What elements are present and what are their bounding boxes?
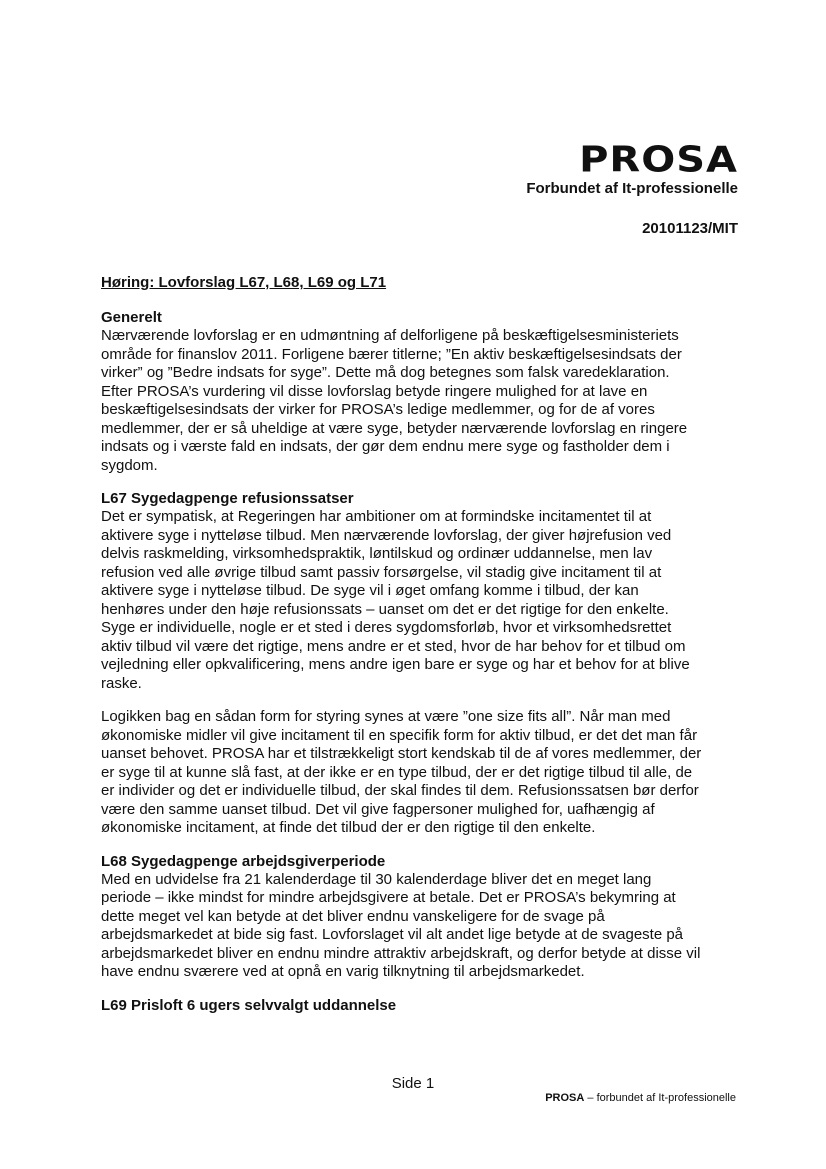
document-body — [101, 274, 741, 1015]
prosa-logo: PROSA — [579, 139, 738, 181]
section-l69 — [101, 997, 741, 1015]
document-reference: 20101123/MIT — [642, 220, 738, 237]
organisation-name: Forbundet af It-professionelle — [526, 180, 738, 197]
paragraph: Logikken bag en sådan form for styring synes at være ”one size fits all”. Når man med økonomiske midler vil give incitament til en specifik form for aktiv tilbud, er det det man får uanset behovet. PROSA har et tilstrækkeligt stort kendskab til de af vores medlemmer, der er syge til at kunne slå fast, at der ikke er en type tilbud, der er det rigtige tilbud til alle, de er individer og det er individuelle tilbud, der skal findes til dem. Refusionssatsen bør derfor være den samme uanset tilbud. Det vil give fagpersoner mulighed for, uafhængig af økonomiske incitament, at finde det tilbud der er den rigtige til den enkelte. — [101, 708, 702, 836]
document-title: Høring: Lovforslag L67, L68, L69 og L71 — [101, 274, 387, 291]
section-heading: L68 Sygedagpenge arbejdsgiverperiode — [101, 852, 386, 870]
section-generelt — [101, 309, 741, 475]
footer-tagline: – forbundet af It-professionelle — [584, 1092, 736, 1104]
footer-brand: PROSA — [545, 1092, 585, 1104]
section-heading: L67 Sygedagpenge refusionssatser — [101, 490, 354, 507]
footer — [545, 1092, 736, 1104]
section-heading: L69 Prisloft 6 ugers selvvalgt uddannelse — [101, 996, 397, 1014]
paragraph: Det er sympatisk, at Regeringen har ambitioner om at formindske incitamentet til at aktivere syge i nytteløse tilbud. Men nærværende lovforslag, der giver højrefusion ved delvis raskmelding, virksomhedspraktik, løntilskud og ordinær uddannelse, men lav refusion ved alle øvrige tilbud samt passiv forsørgelse, vil stadig give incitament til at aktivere syge i nytteløse tilbud. De syge vil i øget omfang komme i tilbud, der kan henhøres under den høje refusionssats – uanset om det er det rigtige for den enkelte. Syge er individuelle, nogle er et sted i deres sygdomsforløb, hvor et virksomhedsrettet aktiv tilbud vil være det rigtige, mens andre er et sted, hvor de har behov for et tilbud om vejledning eller opkvalificering, mens andre igen bare er syge og har et behov for at blive raske. — [101, 508, 690, 692]
section-l67 — [101, 490, 741, 838]
paragraph: Med en udvidelse fra 21 kalenderdage til 30 kalenderdage bliver det en meget lang periode – ikke mindst for mindre arbejdsgivere at betale. Det er PROSA’s bekymring at dette meget vel kan betyde at det bliver endnu vanskeligere for de svage på arbejdsmarkedet at bide sig fast. Lovforslaget vil alt andet lige betyde at de svageste på arbejdsmarkedet bliver en endnu mindre attraktiv arbejdskraft, og derfor betyde at disse vil have endnu sværere ved at opnå en varig tilknytning til arbejdsmarkedet. — [101, 870, 701, 980]
page-number: Side 1 — [391, 1075, 435, 1092]
section-heading: Generelt — [101, 309, 162, 326]
paragraph: Nærværende lovforslag er en udmøntning af delforligene på beskæftigelsesministeriets område for finanslov 2011. Forligene bærer titlerne; ”En aktiv beskæftigelsesindsats der virker” og ”Bedre indsats for syge”. Dette må dog betegnes som falsk varedeklaration. Efter PROSA’s vurdering vil disse lovforslag betyde ringere mulighed for at lave en beskæftigelsesindsats der virker for PROSA’s ledige medlemmer, og for de af vores medlemmer, der er så uheldige at være syge, betyder nærværende lovforslag en ringere indsats og i værste fald en indsats, der gør dem endnu mere syge og fastholder dem i sygdom. — [101, 327, 688, 474]
section-l68 — [101, 853, 741, 982]
